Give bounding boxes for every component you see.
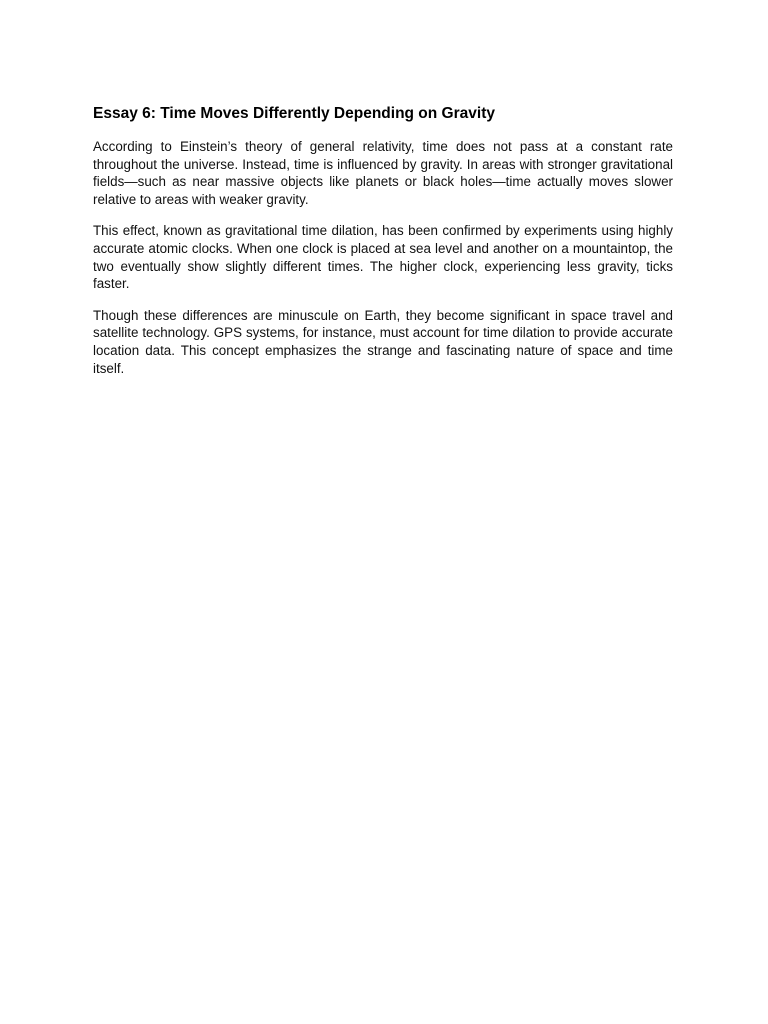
essay-paragraph-3: Though these differences are minuscule on Earth, they become significant in space travel and satellite technology. GPS systems, for instance, must account for time dilation to provide accurate location data. This concept emphasizes the strange and fascinating nature of space and time itself. [93,307,673,376]
essay-paragraph-1: According to Einstein’s theory of general relativity, time does not pass at a constant rate throughout the universe. Instead, time is influenced by gravity. In areas with stronger gravitational fields—such as near massive objects like planets or black holes—time actually moves slower relative to areas with weaker gravity. [93,139,673,207]
essay-body [93,104,673,391]
essay-title: Essay 6: Time Moves Differently Depending on Gravity [93,105,495,122]
essay-paragraph-2: This effect, known as gravitational time dilation, has been confirmed by experiments using highly accurate atomic clocks. When one clock is placed at sea level and another on a mountaintop, the two eventually show slightly different times. The higher clock, experiencing less gravity, ticks faster. [93,223,673,292]
